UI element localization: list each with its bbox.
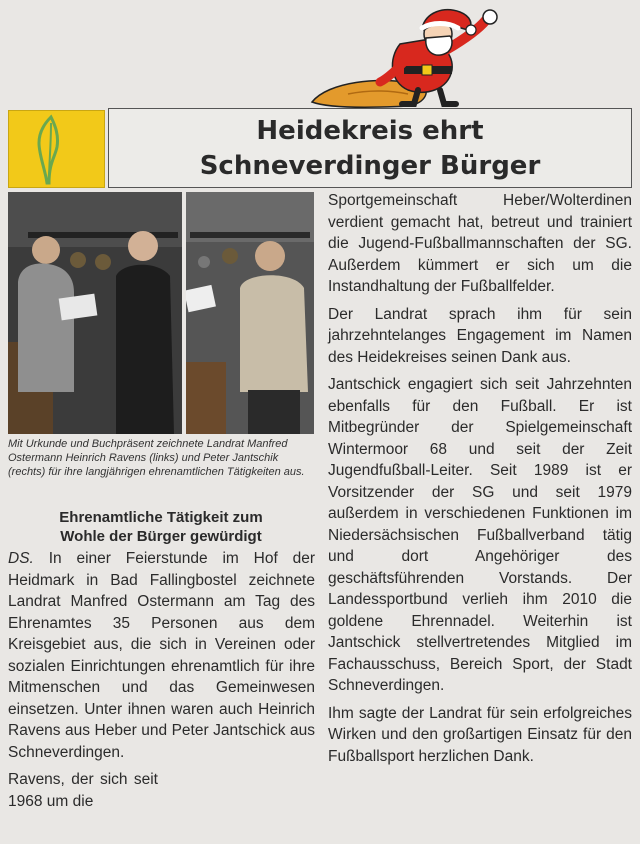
santa-illustration (308, 4, 508, 108)
article-column-right (328, 190, 632, 767)
subheadline-line-2: Wohle der Bürger gewürdigt (60, 528, 262, 545)
headline-line-2: Schneverdinger Bürger (199, 151, 541, 181)
leaf-logo-icon (9, 111, 104, 187)
article-column-left (8, 548, 315, 812)
photo-caption: Mit Urkunde und Buchpräsent zeichnete Landrat Manfred Ostermann Heinrich Ravens (links) und Peter Jantschik (rechts) für ihre langjährigen ehrenamtlichen Tätigkeiten aus. (8, 438, 305, 478)
subheadline (8, 508, 314, 546)
dateline: DS. (8, 550, 34, 567)
article-paragraph-3: Der Landrat sprach ihm für sein jahrzehntelanges Engagement im Namen des Heidekreises seinen Dank aus. (328, 305, 632, 366)
lead-text: In einer Feierstunde im Hof der Heidmark in Bad Fallingbostel zeichnete Landrat Manfred Ostermann am Tag des Ehrenamtes 35 Personen aus dem Kreisgebiet aus, die sich in Vereinen oder sozialen Einrichtungen ehrenamtlich für ihre Mitmenschen und das Gemeinwesen einsetzen. Unter ihnen waren auch Heinrich Ravens aus Heber und Peter Jantschick aus Schneverdingen. (8, 550, 315, 761)
headline (109, 109, 631, 184)
headline-box (108, 108, 632, 188)
heidekreis-logo (8, 110, 105, 188)
article-paragraph-2-start: Ravens, der sich seit 1968 um die (8, 771, 158, 810)
headline-line-1: Heidekreis ehrt (256, 116, 484, 146)
article-paragraph-4: Jantschick engagiert sich seit Jahrzehnten ebenfalls für den Fußball. Er ist Mitbegründer der Spielgemeinschaft Wintermoor 68 und seit der Zeit Jugendfußball-Leiter. Seit 1989 ist er Vorsitzender der SG und seit 1979 außerdem in verschiedenen Funktionen im Niedersächsischen Fußballverband tätig und dort Angehöriger des geschäftsführenden Vorstands. Der Landessportbund verlieh ihm 2010 die goldene Ehrennadel. Weiterhin ist Jantschick stellvertretendes Mitglied im Fachausschuss, Bereich Sport, der Stadt Schneverdingen. (328, 376, 632, 694)
award-ceremony-photo (8, 192, 314, 434)
article-lead-paragraph (8, 548, 315, 763)
subheadline-line-1: Ehrenamtliche Tätigkeit zum (59, 509, 263, 526)
article-paragraph-5: Ihm sagte der Landrat für sein erfolgreiches Wirken und den großartigen Einsatz für den Fußballsport herzlichen Dank. (328, 704, 632, 765)
article-paragraph-2-continued: Sportgemeinschaft Heber/Wolterdinen verdient gemacht hat, betreut und trainiert die Jugend-Fußballmannschaften der SG. Außerdem kümmert er sich um die Instandhaltung der Fußballfelder. (328, 192, 632, 295)
